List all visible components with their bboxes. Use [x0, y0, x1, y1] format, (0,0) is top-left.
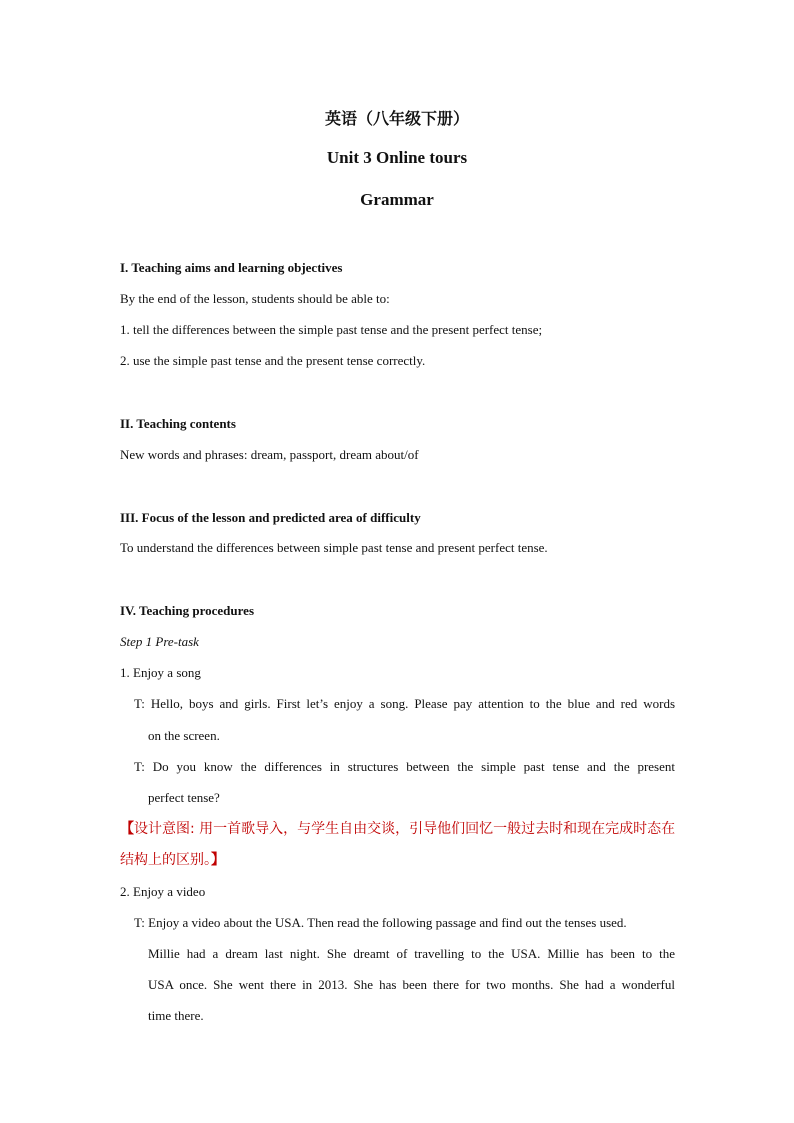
objective-item-1: 1. tell the differences between the simple past tense and the present perfect tense;	[120, 322, 543, 337]
design-note-line-2	[120, 852, 676, 868]
activity2-title: 2. Enjoy a video	[120, 884, 206, 899]
unit-title: Unit 3 Online tours	[326, 148, 468, 167]
activity1-teacher-line-2: on the screen.	[148, 728, 220, 743]
section2-text: New words and phrases: dream, passport, dream about/of	[120, 447, 419, 462]
design-note-line-1	[120, 821, 676, 837]
subject-title: 英语（八年级下册）	[324, 109, 469, 128]
objective-item-2: 2. use the simple past tense and the present tense correctly.	[120, 353, 426, 368]
activity1-teacher-line-1: T: Hello, boys and girls. First let’s enjoy a song. Please pay attention to the blue and red words	[134, 696, 675, 711]
activity1-question-line-2: perfect tense?	[148, 790, 220, 805]
design-note-text-2: 结构上的区别。	[120, 852, 211, 868]
section4-heading: IV. Teaching procedures	[120, 603, 255, 618]
activity1-question-line-1: T: Do you know the differences in structures between the simple past tense and the present	[134, 759, 675, 774]
passage-line-1: Millie had a dream last night. She dreamt of travelling to the USA. Millie has been to the	[148, 946, 675, 961]
section-title: Grammar	[360, 190, 434, 209]
design-note-text-1: 设计意图: 用一首歌导入，与学生自由交谈，引导他们回忆一般过去时和现在完成时态在	[134, 821, 676, 837]
open-bracket: 【	[120, 821, 134, 837]
passage-line-2: USA once. She went there in 2013. She has been there for two months. She had a wonderful	[148, 977, 675, 992]
close-bracket: 】	[211, 852, 225, 868]
step-label: Step 1 Pre-task	[120, 634, 199, 649]
section3-heading: III. Focus of the lesson and predicted area of difficulty	[120, 510, 421, 525]
section1-heading: I. Teaching aims and learning objectives	[120, 260, 343, 275]
activity1-title: 1. Enjoy a song	[120, 665, 201, 680]
section3-text: To understand the differences between simple past tense and present perfect tense.	[120, 540, 548, 555]
section1-intro: By the end of the lesson, students should be able to:	[120, 291, 390, 306]
activity2-teacher-line: T: Enjoy a video about the USA. Then read the following passage and find out the tenses used.	[134, 915, 627, 930]
section2-heading: II. Teaching contents	[120, 416, 236, 431]
passage-line-3: time there.	[148, 1008, 204, 1023]
